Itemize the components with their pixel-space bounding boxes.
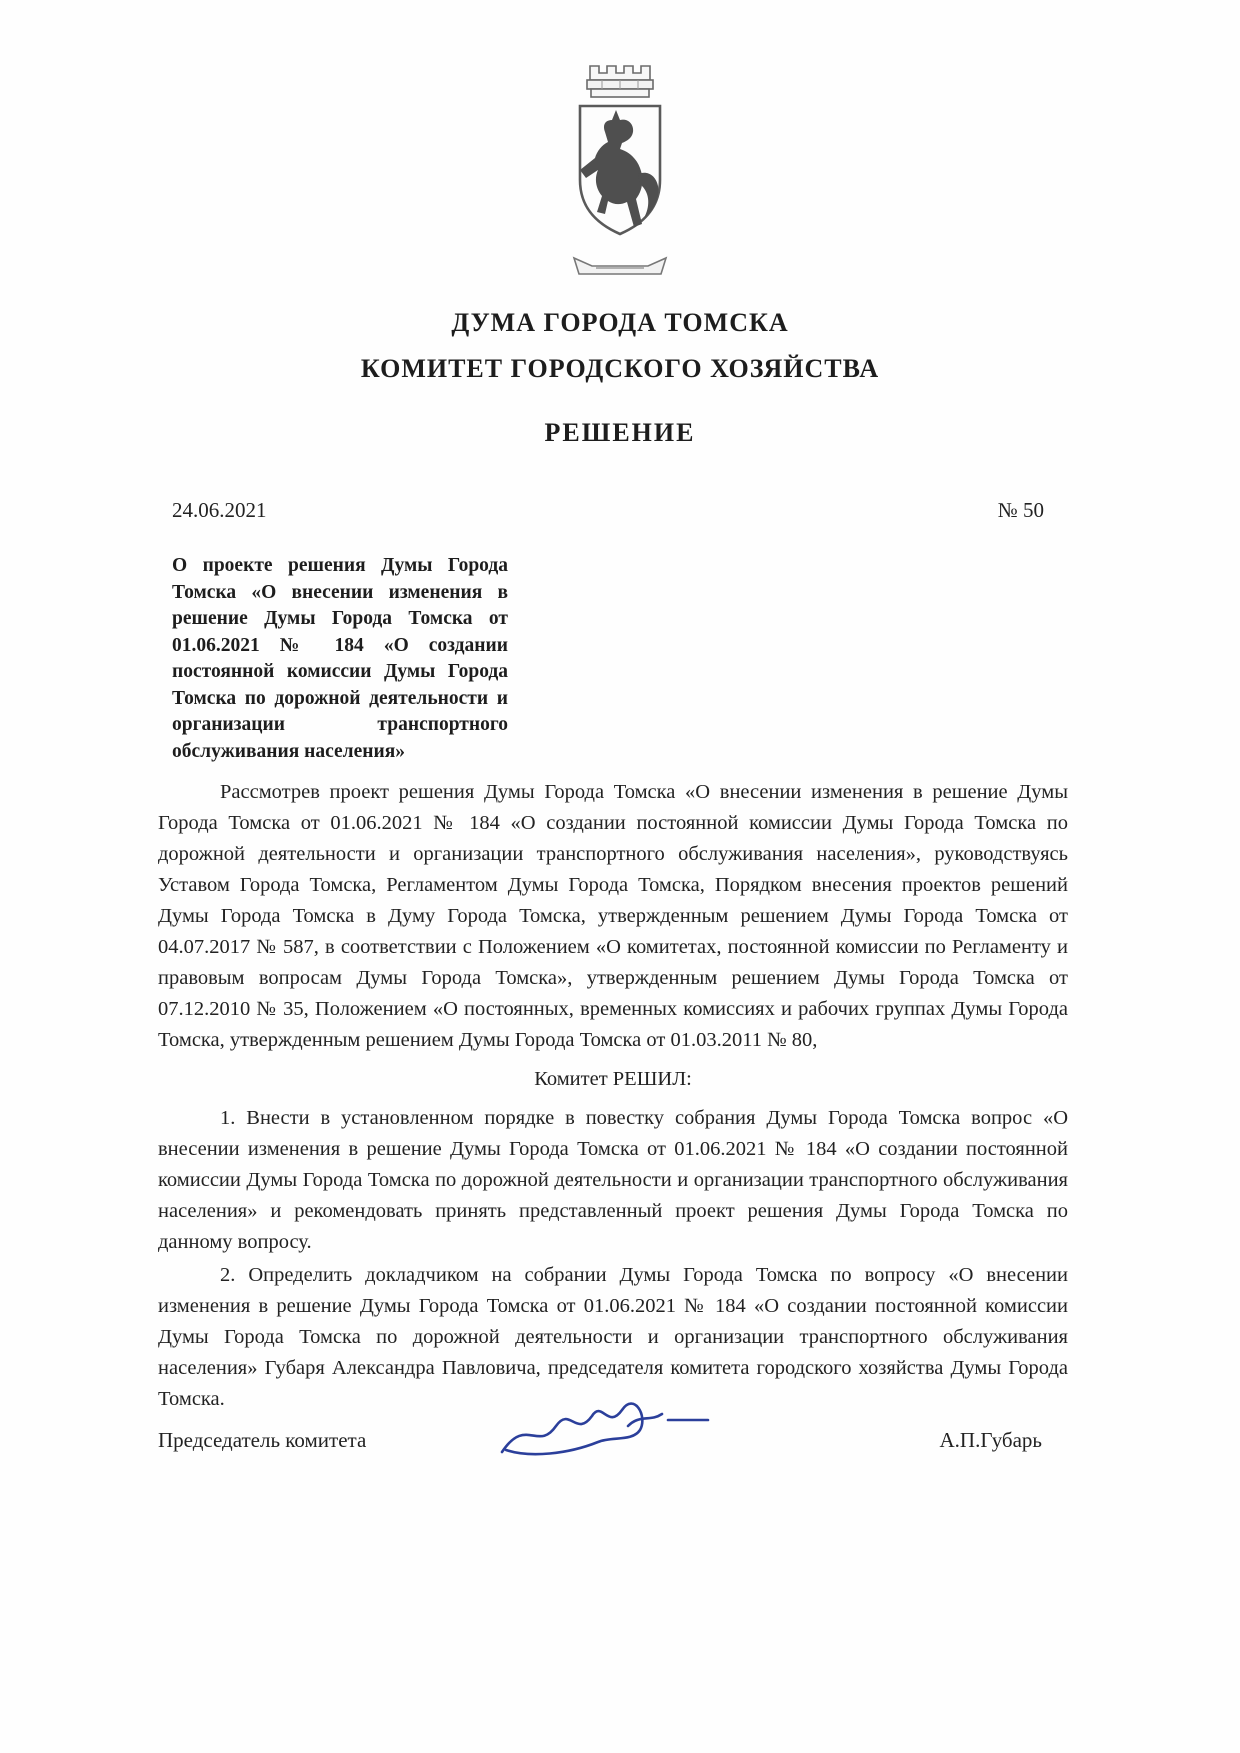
signature-row bbox=[158, 1428, 1042, 1453]
preamble-paragraph: Рассмотрев проект решения Думы Города Томска «О внесении изменения в решение Думы Города Томска от 01.06.2021 № 184 «О создании постоянной комиссии Думы Города Томска по дорожной деятельности и организации транспортного обслуживания населения», руководствуясь Уставом Города Томска, Регламентом Думы Города Томска, Порядком внесения проектов решений Думы Города Томска в Думу Города Томска, утвержденным решением Думы Города Томска от 04.07.2017 № 587, в соответствии с Положением «О комитетах, постоянной комиссии по Регламенту и правовым вопросам Думы Города Томска», утвержденным решением Думы Города Томска от 07.12.2010 № 35, Положением «О постоянных, временных комиссиях и рабочих группах Думы Города Томска, утвержденным решением Думы Города Томска от 01.03.2011 № 80, bbox=[158, 781, 1068, 1051]
mural-crown-icon bbox=[587, 66, 653, 97]
organization-name: ДУМА ГОРОДА ТОМСКА bbox=[451, 308, 789, 337]
meta-row bbox=[172, 498, 1044, 523]
document-type: РЕШЕНИЕ bbox=[544, 418, 696, 447]
subject-block: О проекте решения Думы Города Томска «О внесении изменения в решение Думы Города Томска от 01.06.2021 № 184 «О создании постоянной комиссии Думы Города Томска по дорожной деятельности и организации транспортного обслуживания населения» bbox=[172, 555, 508, 762]
committee-name: КОМИТЕТ ГОРОДСКОГО ХОЗЯЙСТВА bbox=[360, 354, 880, 383]
document-number: № 50 bbox=[997, 498, 1044, 522]
document-body bbox=[158, 777, 1068, 1056]
resolution-items bbox=[158, 1103, 1068, 1415]
tomsk-coat-of-arms-icon bbox=[550, 62, 690, 292]
resolution-item-1: 1. Внести в установленном порядке в повестку собрания Думы Города Томска вопрос «О внесении изменения в решение Думы Города Томска от 01.06.2021 № 184 «О создании постоянной комиссии Думы Города Томска по дорожной деятельности и организации транспортного обслуживания населения» и рекомендовать принять представленный проект решения Думы Города Томска по данному вопросу. bbox=[158, 1107, 1068, 1253]
resolution-item-2: 2. Определить докладчиком на собрании Думы Города Томска по вопросу «О внесении изменения в решение Думы Города Томска от 01.06.2021 № 184 «О создании постоянной комиссии Думы Города Томска по дорожной деятельности и организации транспортного обслуживания населения» Губаря Александра Павловича, председателя комитета городского хозяйства Думы Города Томска. bbox=[158, 1264, 1068, 1410]
document-date: 24.06.2021 bbox=[172, 498, 267, 522]
resolution-heading: Комитет РЕШИЛ: bbox=[534, 1068, 692, 1090]
signatory-name: А.П.Губарь bbox=[939, 1428, 1042, 1452]
ribbon-icon bbox=[574, 258, 666, 274]
signatory-position: Председатель комитета bbox=[158, 1428, 367, 1452]
